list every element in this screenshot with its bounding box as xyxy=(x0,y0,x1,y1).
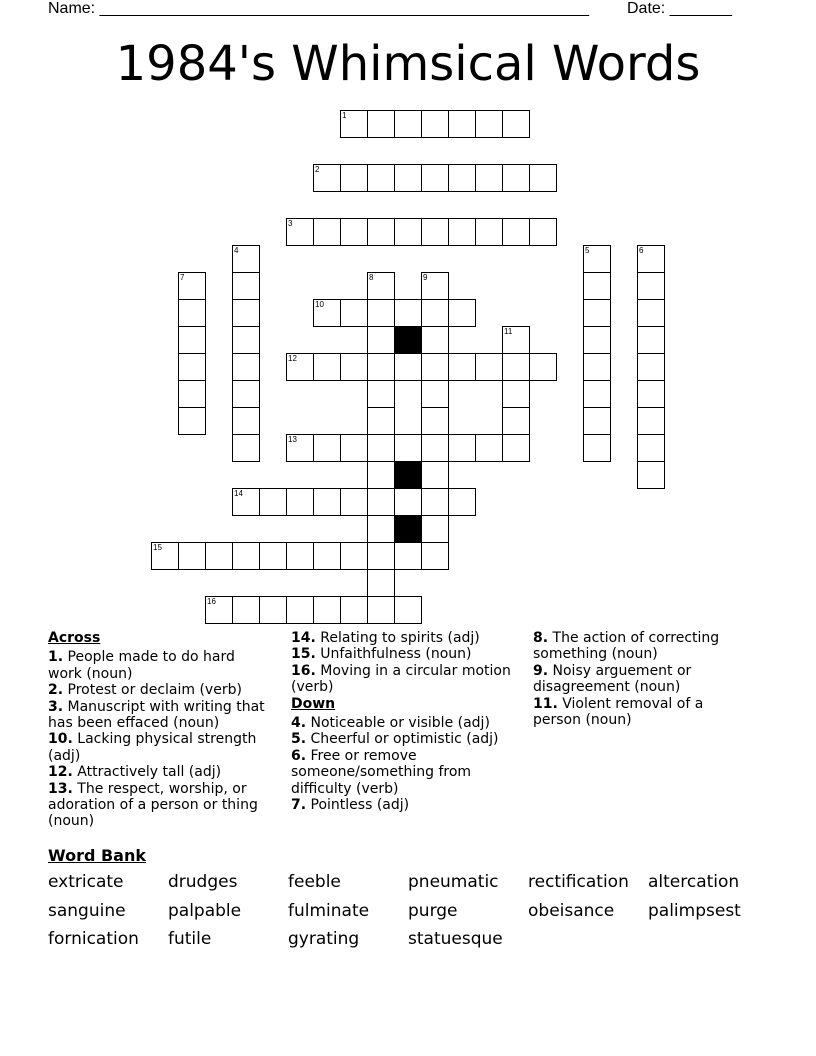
clue-item-text: Lacking physical strength (adj) xyxy=(48,731,257,764)
grid-cell[interactable] xyxy=(421,407,449,435)
word-bank-word: obeisance xyxy=(528,900,615,921)
grid-cell[interactable] xyxy=(232,488,260,516)
grid-cell[interactable] xyxy=(178,299,206,327)
clue-item-number: 5. xyxy=(291,731,307,748)
grid-cell[interactable] xyxy=(286,596,314,624)
grid-cell[interactable] xyxy=(502,110,530,138)
grid-cell-black xyxy=(394,326,422,354)
grid-cell[interactable] xyxy=(367,218,395,246)
clue-item-number: 10. xyxy=(48,731,73,748)
grid-cell[interactable] xyxy=(637,299,665,327)
clue-item xyxy=(291,630,511,646)
clue-item-number: 8. xyxy=(533,630,549,646)
grid-cell[interactable] xyxy=(529,353,557,381)
clue-item xyxy=(533,696,748,729)
grid-cell[interactable] xyxy=(394,596,422,624)
clue-item-number: 11. xyxy=(533,695,558,712)
grid-cell[interactable] xyxy=(502,407,530,435)
clue-item-text: The action of correcting something (noun) xyxy=(533,630,720,663)
grid-cell[interactable] xyxy=(529,218,557,246)
grid-cell[interactable] xyxy=(421,488,449,516)
clue-item-text: Noticeable or visible (adj) xyxy=(306,715,490,732)
down-heading: Down xyxy=(291,695,336,712)
grid-cell[interactable] xyxy=(367,461,395,489)
grid-cell[interactable] xyxy=(421,218,449,246)
grid-cell[interactable] xyxy=(502,326,530,354)
clues-column-3 xyxy=(533,630,748,728)
grid-cell[interactable] xyxy=(421,326,449,354)
clue-item-number: 13. xyxy=(48,780,73,797)
grid-cell[interactable] xyxy=(313,596,341,624)
grid-cell[interactable] xyxy=(394,353,422,381)
grid-cell[interactable] xyxy=(232,542,260,570)
grid-cell[interactable] xyxy=(637,434,665,462)
word-bank-word: gyrating xyxy=(288,929,360,949)
clue-item-number: 16. xyxy=(291,662,316,679)
grid-cell[interactable] xyxy=(637,245,665,273)
clue-number: 10 xyxy=(315,300,324,309)
clue-item-text: Unfaithfulness (noun) xyxy=(315,646,472,663)
grid-cell[interactable] xyxy=(502,164,530,192)
grid-cell[interactable] xyxy=(340,299,368,327)
grid-cell[interactable] xyxy=(232,272,260,300)
page-title: 1984's Whimsical Words xyxy=(115,36,701,92)
word-bank-word: statuesque xyxy=(408,929,503,949)
grid-cell[interactable] xyxy=(313,299,341,327)
word-bank-word: pneumatic xyxy=(408,872,499,892)
grid-cell[interactable] xyxy=(637,326,665,354)
grid-cell[interactable] xyxy=(637,353,665,381)
grid-cell[interactable] xyxy=(583,353,611,381)
grid-cell[interactable] xyxy=(502,353,530,381)
grid-cell[interactable] xyxy=(232,326,260,354)
grid-cell[interactable] xyxy=(448,434,476,462)
clue-item xyxy=(48,682,273,698)
grid-cell[interactable] xyxy=(232,407,260,435)
grid-cell[interactable] xyxy=(313,218,341,246)
grid-cell[interactable] xyxy=(475,434,503,462)
grid-cell[interactable] xyxy=(421,353,449,381)
grid-cell[interactable] xyxy=(583,380,611,408)
grid-cell[interactable] xyxy=(367,164,395,192)
grid-cell[interactable] xyxy=(394,488,422,516)
grid-cell[interactable] xyxy=(583,326,611,354)
clue-item-number: 4. xyxy=(291,715,307,732)
word-bank-word: futile xyxy=(168,929,212,949)
clue-number: 15 xyxy=(153,543,162,552)
grid-cell[interactable] xyxy=(367,407,395,435)
clue-number: 3 xyxy=(288,219,293,228)
grid-cell[interactable] xyxy=(367,110,395,138)
clue-item-text: Pointless (adj) xyxy=(306,797,410,814)
grid-cell[interactable] xyxy=(502,434,530,462)
grid-cell[interactable] xyxy=(394,434,422,462)
grid-cell[interactable] xyxy=(178,407,206,435)
clue-number: 13 xyxy=(288,435,297,444)
clue-item-text: Moving in a circular motion (verb) xyxy=(291,662,511,696)
grid-cell[interactable] xyxy=(502,218,530,246)
grid-cell[interactable] xyxy=(583,407,611,435)
clue-number: 2 xyxy=(315,165,320,174)
clue-item-text: Noisy arguement or disagreement (noun) xyxy=(533,662,692,696)
grid-cell[interactable] xyxy=(367,542,395,570)
grid-cell[interactable] xyxy=(178,380,206,408)
clue-number: 4 xyxy=(234,246,239,255)
grid-cell[interactable] xyxy=(394,218,422,246)
grid-cell[interactable] xyxy=(394,299,422,327)
clue-number: 16 xyxy=(207,597,216,606)
grid-cell[interactable] xyxy=(232,434,260,462)
grid-cell[interactable] xyxy=(583,272,611,300)
grid-cell[interactable] xyxy=(232,596,260,624)
grid-cell[interactable] xyxy=(313,488,341,516)
clue-item-text: Protest or declaim (verb) xyxy=(63,682,242,699)
clue-number: 11 xyxy=(504,327,513,336)
grid-cell[interactable] xyxy=(367,272,395,300)
clue-item-text: Manuscript with writing that has been effaced (noun) xyxy=(48,698,265,732)
grid-cell[interactable] xyxy=(313,434,341,462)
clue-item-text: Relating to spirits (adj) xyxy=(315,630,480,646)
grid-cell[interactable] xyxy=(421,542,449,570)
clue-item-number: 9. xyxy=(533,662,549,679)
grid-cell[interactable] xyxy=(421,272,449,300)
grid-cell[interactable] xyxy=(367,434,395,462)
clue-item-number: 14. xyxy=(291,630,316,646)
word-bank-word: fulminate xyxy=(288,900,370,921)
grid-cell[interactable] xyxy=(421,164,449,192)
grid-cell[interactable] xyxy=(367,326,395,354)
grid-cell-black xyxy=(394,515,422,543)
clue-item xyxy=(291,715,511,731)
grid-cell[interactable] xyxy=(340,434,368,462)
word-bank-word: sanguine xyxy=(48,900,126,921)
clue-item xyxy=(48,649,273,682)
clues-column-2 xyxy=(291,630,511,813)
grid-cell[interactable] xyxy=(421,461,449,489)
grid-cell[interactable] xyxy=(367,299,395,327)
clue-number: 7 xyxy=(180,273,185,282)
clue-number: 9 xyxy=(423,273,428,282)
clue-item xyxy=(533,630,748,663)
grid-cell[interactable] xyxy=(583,434,611,462)
grid-cell[interactable] xyxy=(475,218,503,246)
clue-item-number: 1. xyxy=(48,649,64,666)
word-bank-word: feeble xyxy=(288,872,341,892)
grid-cell[interactable] xyxy=(394,542,422,570)
grid-cell[interactable] xyxy=(232,299,260,327)
grid-cell[interactable] xyxy=(637,461,665,489)
grid-cell[interactable] xyxy=(448,299,476,327)
grid-cell[interactable] xyxy=(313,353,341,381)
clue-item-number: 3. xyxy=(48,698,64,715)
clue-item xyxy=(48,781,273,830)
grid-cell[interactable] xyxy=(286,353,314,381)
clue-number: 1 xyxy=(342,111,347,120)
grid-cell[interactable] xyxy=(232,353,260,381)
grid-cell[interactable] xyxy=(232,245,260,273)
across-heading: Across xyxy=(48,630,101,646)
clue-number: 14 xyxy=(234,489,243,498)
grid-cell[interactable] xyxy=(421,380,449,408)
grid-cell[interactable] xyxy=(448,488,476,516)
grid-cell[interactable] xyxy=(340,488,368,516)
clue-item-text: Attractively tall (adj) xyxy=(72,764,222,781)
clue-item xyxy=(48,731,273,764)
grid-cell[interactable] xyxy=(232,380,260,408)
grid-cell[interactable] xyxy=(286,488,314,516)
grid-cell[interactable] xyxy=(340,596,368,624)
word-bank-title: Word Bank xyxy=(48,846,147,865)
grid-cell[interactable] xyxy=(367,353,395,381)
grid-cell[interactable] xyxy=(259,488,287,516)
grid-cell[interactable] xyxy=(448,218,476,246)
grid-cell[interactable] xyxy=(313,164,341,192)
clue-item-text: The respect, worship, or adoration of a person or thing (noun) xyxy=(48,780,258,830)
word-bank-word: fornication xyxy=(48,929,139,949)
grid-cell[interactable] xyxy=(367,569,395,597)
grid-cell[interactable] xyxy=(259,542,287,570)
grid-cell[interactable] xyxy=(340,218,368,246)
clue-item xyxy=(291,646,511,662)
grid-cell[interactable] xyxy=(367,380,395,408)
clue-item-number: 7. xyxy=(291,797,307,814)
clue-item-text: Violent removal of a person (noun) xyxy=(533,695,704,729)
grid-cell[interactable] xyxy=(340,353,368,381)
clue-item xyxy=(291,731,511,747)
grid-cell[interactable] xyxy=(340,110,368,138)
grid-cell[interactable] xyxy=(151,542,179,570)
clue-number: 8 xyxy=(369,273,374,282)
word-bank-word: rectification xyxy=(528,872,629,892)
grid-cell[interactable] xyxy=(448,164,476,192)
clue-item xyxy=(533,663,748,696)
grid-cell[interactable] xyxy=(502,380,530,408)
grid-cell[interactable] xyxy=(475,110,503,138)
date-field-label: Date: _______ xyxy=(627,0,732,17)
clue-item xyxy=(48,699,273,732)
grid-cell[interactable] xyxy=(583,299,611,327)
grid-cell[interactable] xyxy=(475,164,503,192)
grid-cell[interactable] xyxy=(637,272,665,300)
clue-item xyxy=(48,764,273,780)
clue-item xyxy=(291,797,511,813)
grid-cell[interactable] xyxy=(367,596,395,624)
grid-cell[interactable] xyxy=(205,542,233,570)
grid-cell[interactable] xyxy=(178,353,206,381)
clue-item-number: 6. xyxy=(291,747,307,764)
clues-column-1 xyxy=(48,630,273,830)
clue-item-text: Free or remove someone/something from difficulty (verb) xyxy=(291,747,472,797)
clue-number: 6 xyxy=(639,246,644,255)
word-bank-word: palimpsest xyxy=(648,900,741,921)
clue-number: 12 xyxy=(288,354,297,363)
grid-cell[interactable] xyxy=(421,434,449,462)
grid-cell[interactable] xyxy=(475,353,503,381)
clue-item-text: People made to do hard work (noun) xyxy=(48,649,235,682)
grid-cell[interactable] xyxy=(286,542,314,570)
word-bank-word: extricate xyxy=(48,872,124,892)
grid-cell[interactable] xyxy=(421,299,449,327)
grid-cell[interactable] xyxy=(421,515,449,543)
word-bank-word: palpable xyxy=(168,900,242,921)
grid-cell[interactable] xyxy=(637,380,665,408)
grid-cell[interactable] xyxy=(394,110,422,138)
clue-item-text: Cheerful or optimistic (adj) xyxy=(306,731,499,748)
word-bank-word: altercation xyxy=(648,872,740,892)
word-bank-word: drudges xyxy=(168,872,238,892)
clue-item-number: 15. xyxy=(291,646,316,663)
grid-cell-black xyxy=(394,461,422,489)
grid-cell[interactable] xyxy=(583,245,611,273)
grid-cell[interactable] xyxy=(394,164,422,192)
clue-number: 5 xyxy=(585,246,590,255)
grid-cell[interactable] xyxy=(178,272,206,300)
grid-cell[interactable] xyxy=(313,542,341,570)
grid-cell[interactable] xyxy=(421,110,449,138)
grid-cell[interactable] xyxy=(340,542,368,570)
grid-cell[interactable] xyxy=(205,596,233,624)
clue-item-number: 2. xyxy=(48,682,64,699)
name-field-label: Name: _______________________________________________________ xyxy=(48,0,589,17)
clue-item-number: 12. xyxy=(48,764,73,781)
grid-cell[interactable] xyxy=(448,353,476,381)
grid-cell[interactable] xyxy=(637,407,665,435)
grid-cell[interactable] xyxy=(340,164,368,192)
grid-cell[interactable] xyxy=(448,110,476,138)
clue-item xyxy=(291,663,511,696)
grid-cell[interactable] xyxy=(529,164,557,192)
grid-cell[interactable] xyxy=(259,596,287,624)
word-bank-word: purge xyxy=(408,900,458,921)
grid-cell[interactable] xyxy=(286,218,314,246)
grid-cell[interactable] xyxy=(178,542,206,570)
grid-cell[interactable] xyxy=(367,488,395,516)
grid-cell[interactable] xyxy=(286,434,314,462)
clue-item xyxy=(291,748,511,797)
grid-cell[interactable] xyxy=(178,326,206,354)
grid-cell[interactable] xyxy=(367,515,395,543)
